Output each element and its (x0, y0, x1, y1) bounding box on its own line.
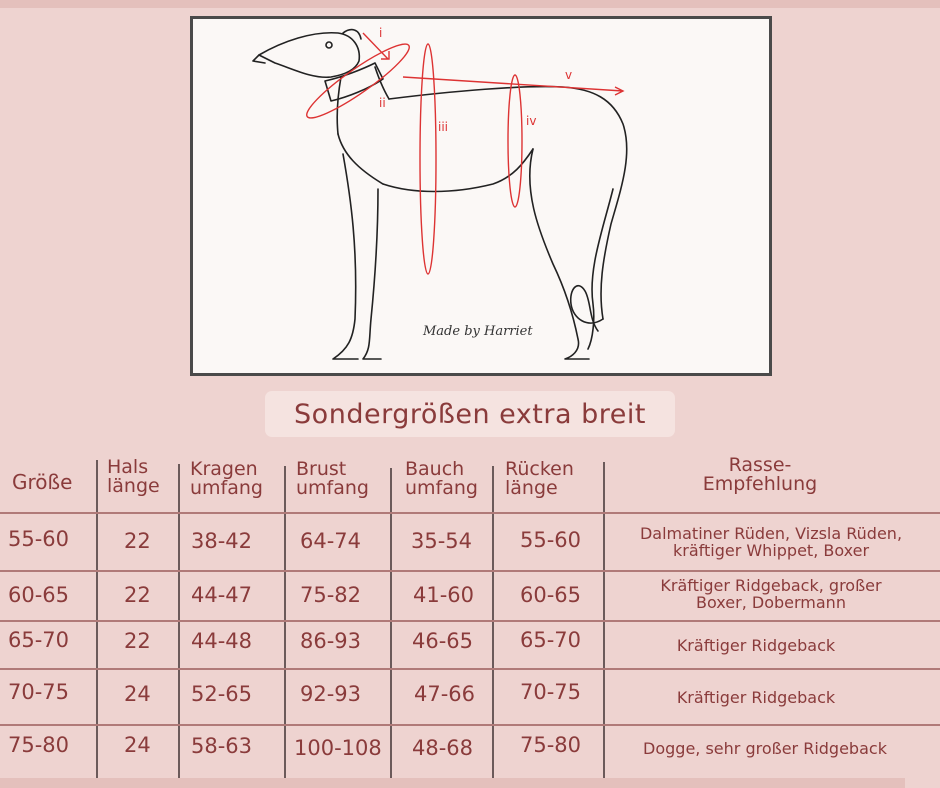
cell-neck: 22 (124, 629, 151, 653)
column-divider (96, 460, 98, 778)
cell-breed: Kräftiger Ridgeback (676, 688, 836, 707)
greyhound-measurement-illustration (190, 16, 772, 376)
cell-chest: 92-93 (300, 682, 362, 706)
row-divider (0, 512, 940, 514)
cell-back: 60-65 (520, 583, 582, 607)
signature: Made by Harriet (423, 324, 533, 339)
measure-label-iv: iv (526, 114, 537, 128)
cell-back: 55-60 (520, 528, 582, 552)
row-divider (0, 668, 940, 670)
cell-chest: 86-93 (300, 629, 362, 653)
measure-label-i: i (379, 26, 383, 40)
cell-belly: 48-68 (412, 736, 474, 760)
cell-chest: 100-108 (294, 736, 382, 760)
cell-belly: 47-66 (414, 682, 476, 706)
column-divider (390, 468, 392, 778)
cell-size: 55-60 (8, 527, 70, 551)
cell-breed: Dalmatiner Rüden, Vizsla Rüden, kräftiger Whippet, Boxer (639, 524, 903, 560)
top-band (0, 0, 940, 8)
row-divider (0, 620, 940, 622)
cell-collar: 44-48 (191, 629, 253, 653)
cell-size: 60-65 (8, 583, 70, 607)
header-breed: Rasse- Empfehlung (702, 454, 818, 495)
cell-back: 65-70 (520, 628, 582, 652)
cell-breed: Kräftiger Ridgeback (676, 636, 836, 655)
size-table (0, 446, 940, 778)
cell-neck: 22 (124, 583, 151, 607)
cell-belly: 41-60 (413, 583, 475, 607)
header-chest: Brust umfang (296, 458, 369, 499)
row-divider (0, 724, 940, 726)
header-neck: Hals länge (107, 456, 160, 497)
cell-collar: 58-63 (191, 734, 253, 758)
cell-collar: 52-65 (191, 682, 253, 706)
page-title: Sondergrößen extra breit (265, 391, 675, 437)
header-size: Größe (12, 470, 73, 494)
cell-belly: 46-65 (412, 629, 474, 653)
greyhound-drawing (193, 19, 769, 373)
cell-neck: 24 (124, 733, 151, 757)
header-belly: Bauch umfang (405, 458, 478, 499)
measure-label-iii: iii (438, 120, 449, 134)
cell-size: 70-75 (8, 680, 70, 704)
cell-chest: 64-74 (300, 529, 362, 553)
cell-breed: Kräftiger Ridgeback, großer Boxer, Dobermann (660, 576, 882, 612)
cell-neck: 24 (124, 682, 151, 706)
header-collar: Kragen umfang (190, 458, 263, 499)
cell-breed: Dogge, sehr großer Ridgeback (643, 739, 887, 758)
cell-belly: 35-54 (411, 529, 473, 553)
cell-collar: 38-42 (191, 529, 253, 553)
cell-size: 75-80 (8, 733, 70, 757)
cell-back: 75-80 (520, 733, 582, 757)
cell-chest: 75-82 (300, 583, 362, 607)
bottom-band (0, 778, 905, 788)
header-back: Rücken länge (505, 458, 574, 499)
cell-collar: 44-47 (191, 583, 253, 607)
cell-size: 65-70 (8, 628, 70, 652)
row-divider (0, 570, 940, 572)
measure-label-v: v (565, 68, 573, 82)
cell-back: 70-75 (520, 680, 582, 704)
cell-neck: 22 (124, 529, 151, 553)
measure-label-ii: ii (379, 96, 386, 110)
